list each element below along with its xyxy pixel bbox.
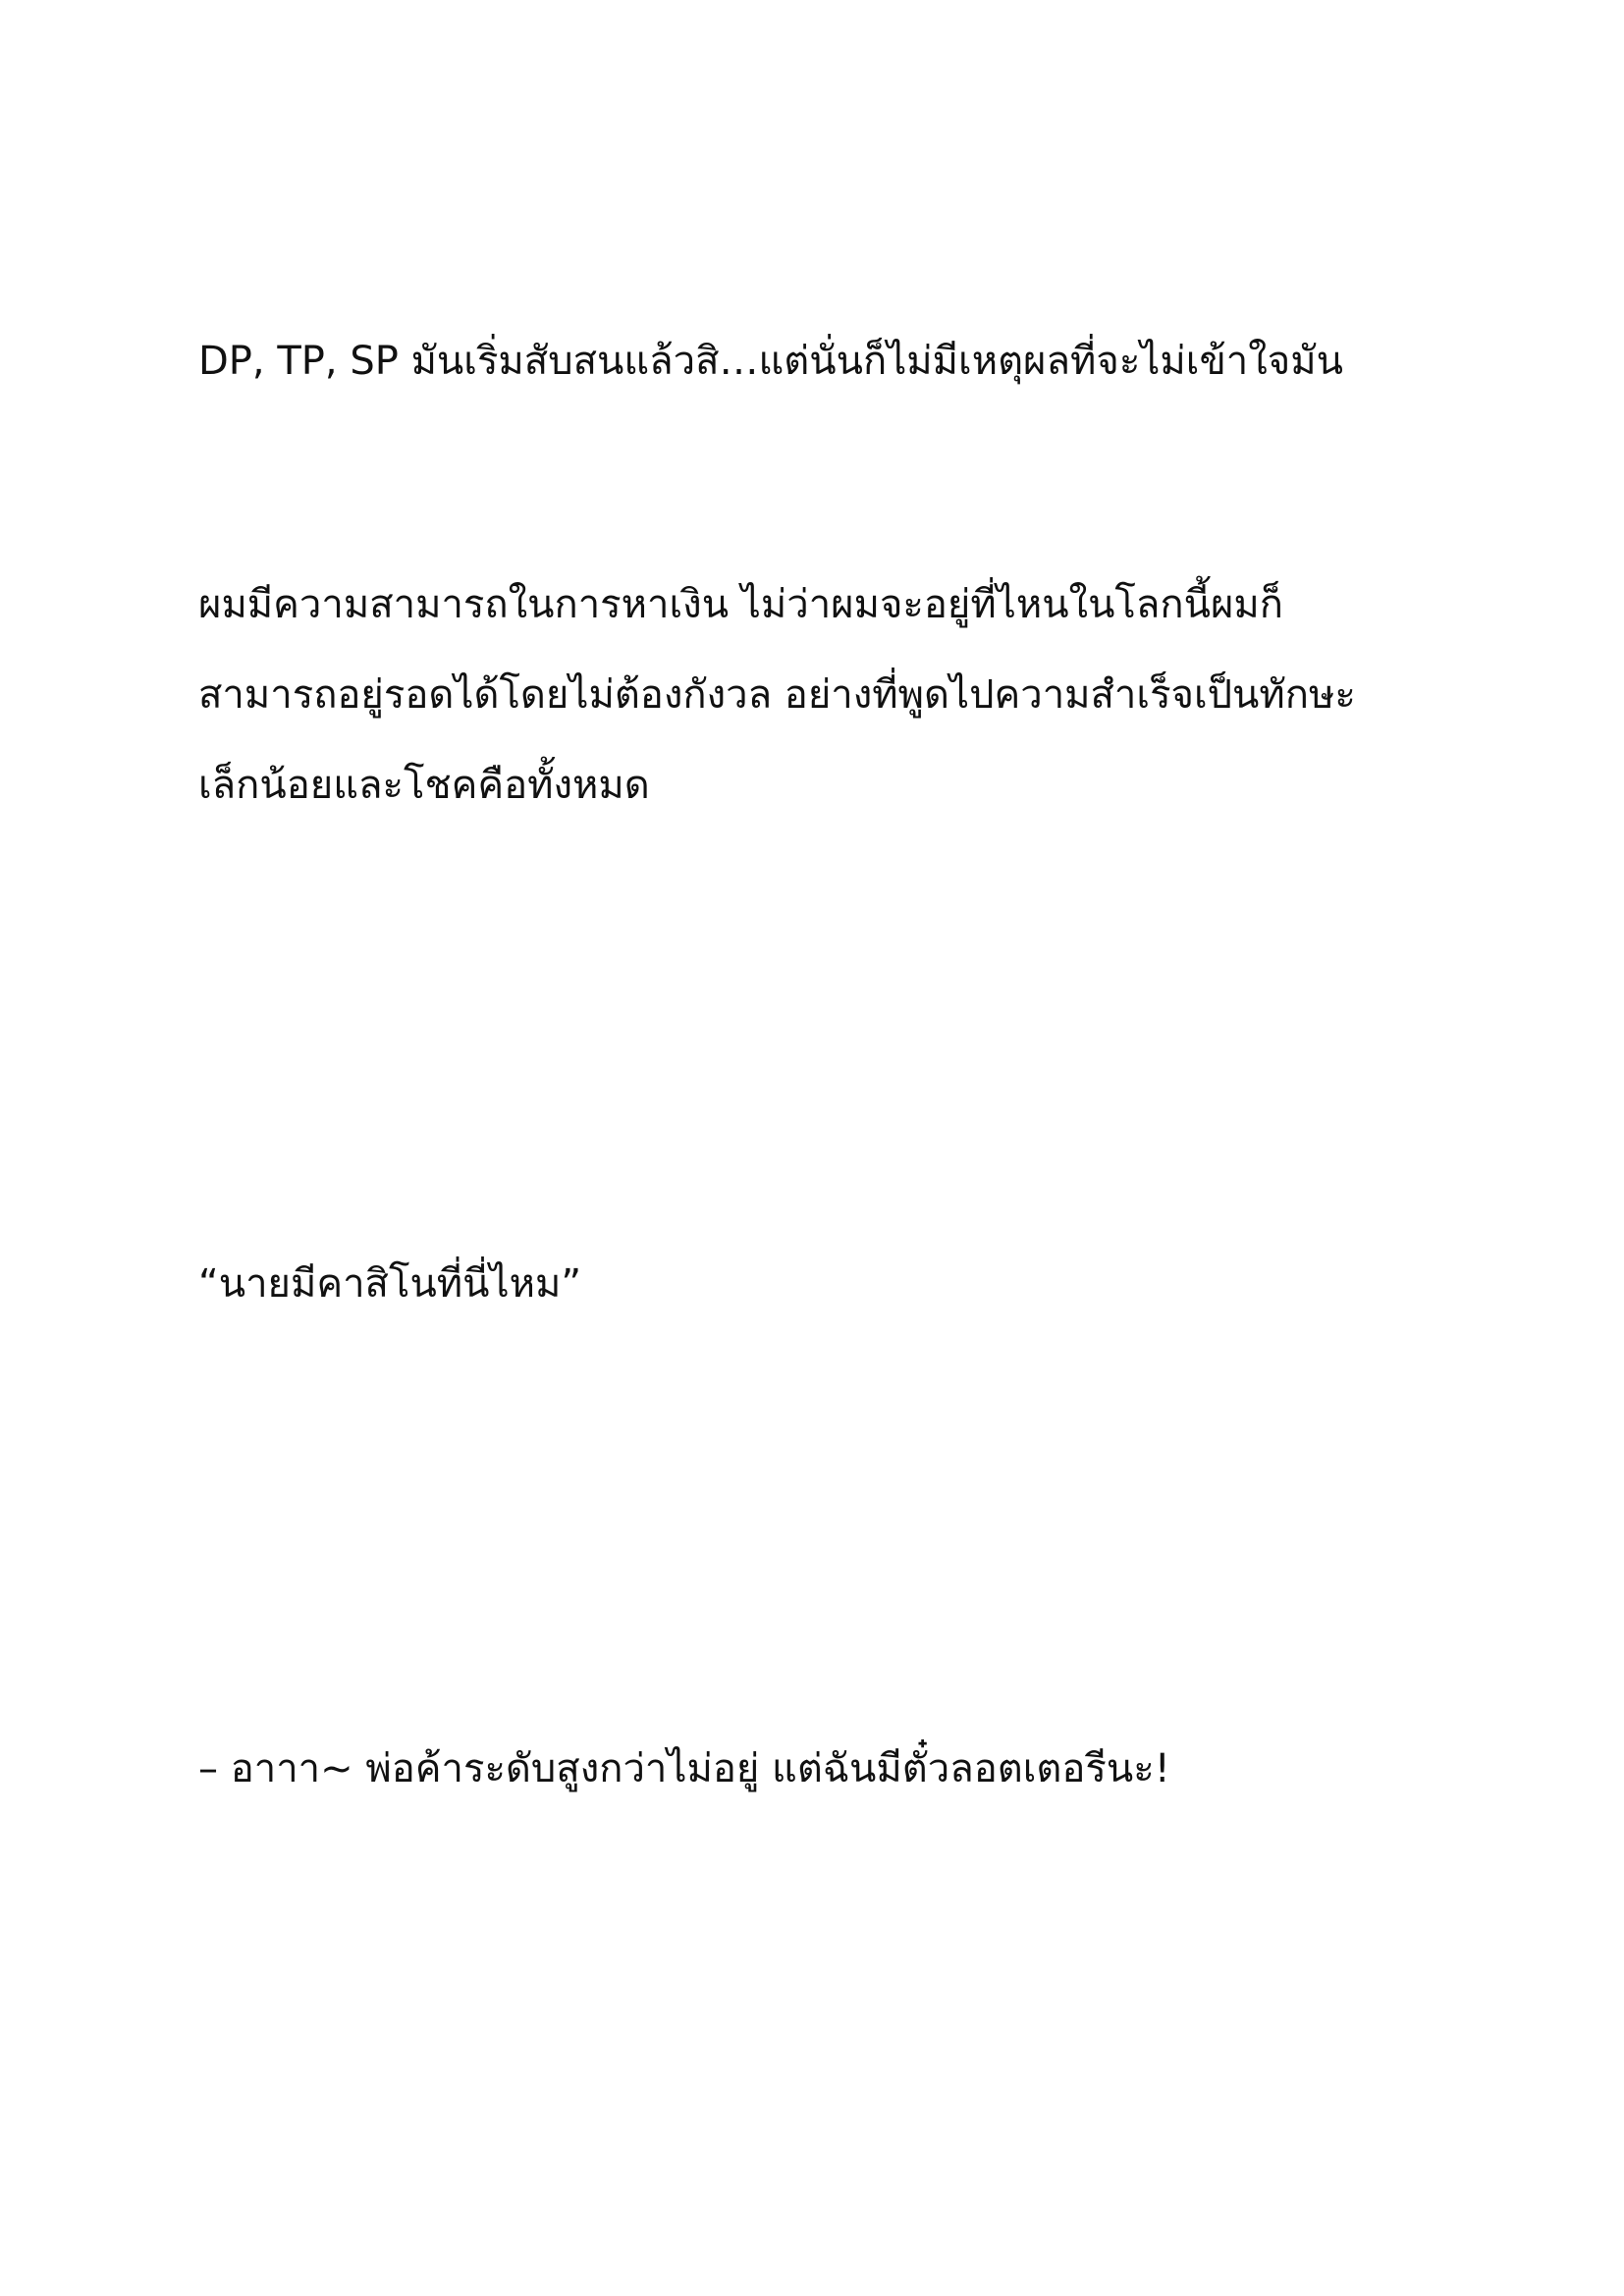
dialogue-line-2 xyxy=(198,1724,1475,1814)
paragraph-line: – อาาา~ พ่อค้าระดับสูงกว่าไม่อยู่ แต่ฉันมีตั๋วลอตเตอรีนะ! xyxy=(198,1746,1170,1791)
paragraph-line: ผมมีความสามารถในการหาเงิน ไม่ว่าผมจะอยู่ที่ไหนในโลกนี้ผมก็ xyxy=(198,582,1283,627)
paragraph-line: เล็กน้อยและโชคคือทั้งหมด xyxy=(198,763,650,808)
paragraph-line: สามารถอยู่รอดได้โดยไม่ต้องกังวล อย่างที่พูดไปความสำเร็จเป็นทักษะ xyxy=(198,672,1356,718)
dialogue-line-1 xyxy=(198,1239,1475,1329)
paragraph-2 xyxy=(198,560,1475,830)
paragraph-1 xyxy=(198,316,1475,406)
paragraph-line: “นายมีคาสิโนที่นี่ไหม” xyxy=(198,1261,582,1307)
paragraph-line: DP, TP, SP มันเริ่มสับสนแล้วสิ…แต่นั่นก็ไม่มีเหตุผลที่จะไม่เข้าใจมัน xyxy=(198,339,1343,384)
